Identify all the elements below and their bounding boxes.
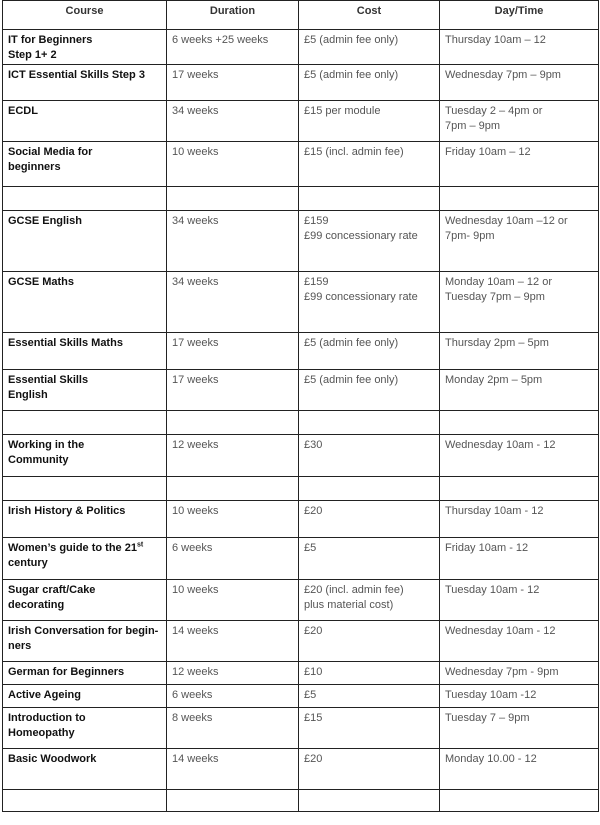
table-row — [3, 272, 599, 333]
cost-cell — [299, 749, 440, 790]
course-text: Social Media for — [8, 146, 93, 158]
duration-text: 12 weeks — [172, 439, 219, 451]
course-text: Homeopathy — [8, 727, 75, 739]
table-row — [3, 65, 599, 101]
table-row — [3, 333, 599, 370]
cost-line — [304, 336, 434, 351]
cost-text: £30 — [304, 439, 323, 451]
course-cell — [3, 65, 167, 101]
duration-line — [172, 438, 293, 453]
cost-line — [304, 104, 434, 119]
daytime-cell — [440, 435, 599, 477]
course-text: Irish Conversation for begin- — [8, 625, 159, 637]
cost-text: £5 (admin fee only) — [304, 337, 399, 349]
cost-line — [304, 275, 434, 290]
cost-line — [304, 711, 434, 726]
course-table — [2, 0, 599, 812]
duration-cell — [167, 790, 299, 812]
duration-text: 10 weeks — [172, 146, 219, 158]
duration-cell — [167, 477, 299, 501]
daytime-line — [445, 145, 593, 160]
cost-cell — [299, 621, 440, 662]
header-row — [3, 1, 599, 30]
duration-line — [172, 711, 293, 726]
cost-cell — [299, 211, 440, 272]
cost-text: £20 — [304, 625, 323, 637]
cost-cell — [299, 142, 440, 187]
daytime-text: Monday 10.00 - 12 — [445, 753, 537, 765]
course-line — [8, 145, 161, 160]
cost-cell — [299, 708, 440, 749]
course-text: GCSE English — [8, 215, 82, 227]
course-text: Essential Skills — [8, 374, 89, 386]
daytime-line — [445, 541, 593, 556]
course-line — [8, 373, 161, 388]
daytime-cell — [440, 333, 599, 370]
duration-cell — [167, 501, 299, 538]
daytime-text: Tuesday 10am -12 — [445, 689, 537, 701]
duration-cell — [167, 272, 299, 333]
course-cell — [3, 501, 167, 538]
cost-text: £99 concessionary rate — [304, 291, 418, 303]
duration-text: 17 weeks — [172, 337, 219, 349]
table-row — [3, 501, 599, 538]
cost-cell — [299, 370, 440, 411]
duration-cell — [167, 65, 299, 101]
course-line — [8, 726, 161, 741]
daytime-cell — [440, 477, 599, 501]
duration-text: 12 weeks — [172, 666, 219, 678]
duration-cell — [167, 621, 299, 662]
course-cell — [3, 477, 167, 501]
course-line — [8, 68, 161, 83]
table-row — [3, 685, 599, 708]
course-text: IT for Beginners — [8, 34, 93, 46]
table-row — [3, 187, 599, 211]
duration-cell — [167, 333, 299, 370]
course-line — [8, 598, 161, 613]
daytime-text: Wednesday 7pm – 9pm — [445, 69, 561, 81]
course-text: English — [8, 389, 48, 401]
duration-line — [172, 104, 293, 119]
daytime-cell — [440, 790, 599, 812]
cost-line — [304, 373, 434, 388]
table-row — [3, 790, 599, 812]
cost-line — [304, 214, 434, 229]
duration-text: 8 weeks — [172, 712, 213, 724]
course-line — [8, 541, 161, 556]
daytime-cell — [440, 211, 599, 272]
cost-cell — [299, 30, 440, 65]
duration-cell — [167, 685, 299, 708]
course-text: Working in the — [8, 439, 85, 451]
course-cell — [3, 580, 167, 621]
cost-line — [304, 624, 434, 639]
course-line — [8, 624, 161, 639]
cost-line — [304, 583, 434, 598]
cost-line — [304, 504, 434, 519]
duration-text: 14 weeks — [172, 753, 219, 765]
cost-line — [304, 665, 434, 680]
daytime-cell — [440, 538, 599, 580]
course-text: beginners — [8, 161, 61, 173]
duration-line — [172, 688, 293, 703]
cost-text: £5 (admin fee only) — [304, 69, 399, 81]
daytime-line — [445, 68, 593, 83]
daytime-cell — [440, 30, 599, 65]
cost-text: £20 — [304, 505, 323, 517]
table-row — [3, 662, 599, 685]
cost-cell — [299, 101, 440, 142]
daytime-cell — [440, 101, 599, 142]
table-row — [3, 708, 599, 749]
course-line — [8, 639, 161, 654]
duration-cell — [167, 211, 299, 272]
cost-cell — [299, 187, 440, 211]
course-cell — [3, 435, 167, 477]
duration-line — [172, 752, 293, 767]
cost-cell — [299, 477, 440, 501]
table-row — [3, 749, 599, 790]
table-body — [3, 30, 599, 812]
cost-cell — [299, 580, 440, 621]
duration-cell — [167, 30, 299, 65]
course-text: Step 1+ 2 — [8, 49, 57, 61]
header-daytime: Day/Time — [440, 1, 599, 30]
duration-text: 34 weeks — [172, 105, 219, 117]
cost-text: £15 per module — [304, 105, 381, 117]
course-text: Essential Skills Maths — [8, 337, 123, 349]
course-cell — [3, 621, 167, 662]
cost-text: £15 — [304, 712, 323, 724]
duration-cell — [167, 435, 299, 477]
course-cell — [3, 370, 167, 411]
duration-line — [172, 624, 293, 639]
ordinal-superscript: st — [136, 541, 144, 549]
course-line — [8, 711, 161, 726]
daytime-cell — [440, 187, 599, 211]
course-cell — [3, 272, 167, 333]
course-line — [8, 688, 161, 703]
cost-line — [304, 598, 434, 613]
daytime-text: 7pm- 9pm — [445, 230, 495, 242]
daytime-text: Monday 10am – 12 or — [445, 276, 553, 288]
daytime-line — [445, 373, 593, 388]
course-cell — [3, 749, 167, 790]
course-line — [8, 214, 161, 229]
table-row — [3, 101, 599, 142]
cost-line — [304, 438, 434, 453]
cost-text: £10 — [304, 666, 323, 678]
daytime-text: Thursday 2pm – 5pm — [445, 337, 549, 349]
duration-line — [172, 275, 293, 290]
duration-text: 17 weeks — [172, 374, 219, 386]
daytime-text: Wednesday 10am - 12 — [445, 439, 556, 451]
course-line — [8, 104, 161, 119]
cost-cell — [299, 685, 440, 708]
course-line — [8, 388, 161, 403]
daytime-line — [445, 624, 593, 639]
daytime-line — [445, 752, 593, 767]
daytime-line — [445, 583, 593, 598]
duration-text: 6 weeks — [172, 689, 213, 701]
duration-text: 6 weeks — [172, 542, 213, 554]
course-text: Basic Woodwork — [8, 753, 97, 765]
daytime-cell — [440, 501, 599, 538]
duration-text: 17 weeks — [172, 69, 219, 81]
duration-cell — [167, 370, 299, 411]
cost-text: £99 concessionary rate — [304, 230, 418, 242]
daytime-line — [445, 119, 593, 134]
daytime-cell — [440, 621, 599, 662]
duration-cell — [167, 538, 299, 580]
duration-line — [172, 33, 293, 48]
daytime-line — [445, 438, 593, 453]
daytime-line — [445, 336, 593, 351]
daytime-line — [445, 290, 593, 305]
daytime-line — [445, 688, 593, 703]
duration-cell — [167, 749, 299, 790]
daytime-text: Friday 10am – 12 — [445, 146, 531, 158]
duration-cell — [167, 580, 299, 621]
table-row — [3, 435, 599, 477]
table-row — [3, 30, 599, 65]
course-line — [8, 275, 161, 290]
cost-cell — [299, 538, 440, 580]
daytime-cell — [440, 370, 599, 411]
course-cell — [3, 30, 167, 65]
course-cell — [3, 538, 167, 580]
cost-line — [304, 33, 434, 48]
table-row — [3, 142, 599, 187]
duration-line — [172, 145, 293, 160]
course-cell — [3, 685, 167, 708]
cost-cell — [299, 411, 440, 435]
daytime-cell — [440, 708, 599, 749]
daytime-cell — [440, 580, 599, 621]
cost-line — [304, 229, 434, 244]
daytime-line — [445, 275, 593, 290]
daytime-text: Thursday 10am - 12 — [445, 505, 544, 517]
course-line — [8, 48, 161, 63]
course-cell — [3, 790, 167, 812]
course-line — [8, 665, 161, 680]
cost-line — [304, 145, 434, 160]
daytime-text: Tuesday 2 – 4pm or — [445, 105, 543, 117]
table-row — [3, 538, 599, 580]
daytime-text: Tuesday 7pm – 9pm — [445, 291, 545, 303]
course-line — [8, 33, 161, 48]
cost-cell — [299, 662, 440, 685]
duration-line — [172, 665, 293, 680]
table-row — [3, 211, 599, 272]
table-row — [3, 477, 599, 501]
cost-text: £5 — [304, 542, 317, 554]
daytime-line — [445, 104, 593, 119]
course-cell — [3, 187, 167, 211]
course-cell — [3, 211, 167, 272]
daytime-text: Thursday 10am – 12 — [445, 34, 546, 46]
daytime-cell — [440, 749, 599, 790]
duration-line — [172, 541, 293, 556]
daytime-line — [445, 504, 593, 519]
course-line — [8, 556, 161, 571]
course-text: century — [8, 557, 48, 569]
course-text: ICT Essential Skills Step 3 — [8, 69, 145, 81]
daytime-text: Tuesday 10am - 12 — [445, 584, 540, 596]
daytime-cell — [440, 662, 599, 685]
cost-text: £5 (admin fee only) — [304, 34, 399, 46]
course-line — [8, 438, 161, 453]
daytime-cell — [440, 685, 599, 708]
cost-text: £20 — [304, 753, 323, 765]
course-text: German for Beginners — [8, 666, 125, 678]
duration-line — [172, 373, 293, 388]
course-cell — [3, 101, 167, 142]
course-cell — [3, 708, 167, 749]
course-text: Community — [8, 454, 69, 466]
course-text: Introduction to — [8, 712, 86, 724]
course-text: decorating — [8, 599, 65, 611]
duration-cell — [167, 187, 299, 211]
duration-text: 10 weeks — [172, 505, 219, 517]
course-line — [8, 752, 161, 767]
course-cell — [3, 333, 167, 370]
course-line — [8, 504, 161, 519]
cost-text: plus material cost) — [304, 599, 394, 611]
daytime-text: Friday 10am - 12 — [445, 542, 529, 554]
cost-line — [304, 752, 434, 767]
duration-cell — [167, 662, 299, 685]
duration-cell — [167, 142, 299, 187]
cost-cell — [299, 65, 440, 101]
duration-text: 14 weeks — [172, 625, 219, 637]
course-line — [8, 336, 161, 351]
daytime-line — [445, 229, 593, 244]
course-cell — [3, 142, 167, 187]
daytime-text: Wednesday 10am –12 or — [445, 215, 568, 227]
duration-text: 34 weeks — [172, 276, 219, 288]
cost-text: £159 — [304, 276, 329, 288]
cost-cell — [299, 501, 440, 538]
duration-cell — [167, 411, 299, 435]
cost-line — [304, 68, 434, 83]
daytime-cell — [440, 65, 599, 101]
course-line — [8, 453, 161, 468]
daytime-line — [445, 214, 593, 229]
daytime-text: Wednesday 7pm - 9pm — [445, 666, 559, 678]
cost-cell — [299, 435, 440, 477]
duration-line — [172, 504, 293, 519]
daytime-cell — [440, 272, 599, 333]
course-text: Sugar craft/Cake — [8, 584, 96, 596]
cost-text: £15 (incl. admin fee) — [304, 146, 404, 158]
duration-text: 10 weeks — [172, 584, 219, 596]
daytime-text: Wednesday 10am - 12 — [445, 625, 556, 637]
table-row — [3, 370, 599, 411]
daytime-line — [445, 711, 593, 726]
course-cell — [3, 411, 167, 435]
course-text: ners — [8, 640, 32, 652]
course-text: GCSE Maths — [8, 276, 75, 288]
course-text: Irish History & Politics — [8, 505, 126, 517]
daytime-text: Monday 2pm – 5pm — [445, 374, 543, 386]
course-cell — [3, 662, 167, 685]
daytime-line — [445, 665, 593, 680]
course-text: Women’s guide to the 21 — [8, 542, 137, 554]
header-course: Course — [3, 1, 167, 30]
duration-cell — [167, 708, 299, 749]
cost-text: £5 (admin fee only) — [304, 374, 399, 386]
cost-cell — [299, 272, 440, 333]
cost-line — [304, 541, 434, 556]
duration-line — [172, 336, 293, 351]
cost-text: £159 — [304, 215, 329, 227]
course-text: ECDL — [8, 105, 38, 117]
cost-cell — [299, 790, 440, 812]
duration-line — [172, 214, 293, 229]
duration-line — [172, 68, 293, 83]
cost-text: £5 — [304, 689, 317, 701]
course-line — [8, 583, 161, 598]
duration-cell — [167, 101, 299, 142]
table-row — [3, 621, 599, 662]
course-text: Active Ageing — [8, 689, 81, 701]
header-cost: Cost — [299, 1, 440, 30]
duration-text: 34 weeks — [172, 215, 219, 227]
course-line — [8, 160, 161, 175]
cost-line — [304, 688, 434, 703]
daytime-text: 7pm – 9pm — [445, 120, 501, 132]
cost-line — [304, 290, 434, 305]
header-duration: Duration — [167, 1, 299, 30]
daytime-text: Tuesday 7 – 9pm — [445, 712, 530, 724]
daytime-line — [445, 33, 593, 48]
daytime-cell — [440, 411, 599, 435]
table-row — [3, 411, 599, 435]
duration-line — [172, 583, 293, 598]
table-row — [3, 580, 599, 621]
cost-cell — [299, 333, 440, 370]
cost-text: £20 (incl. admin fee) — [304, 584, 404, 596]
daytime-cell — [440, 142, 599, 187]
duration-text: 6 weeks +25 weeks — [172, 34, 269, 46]
